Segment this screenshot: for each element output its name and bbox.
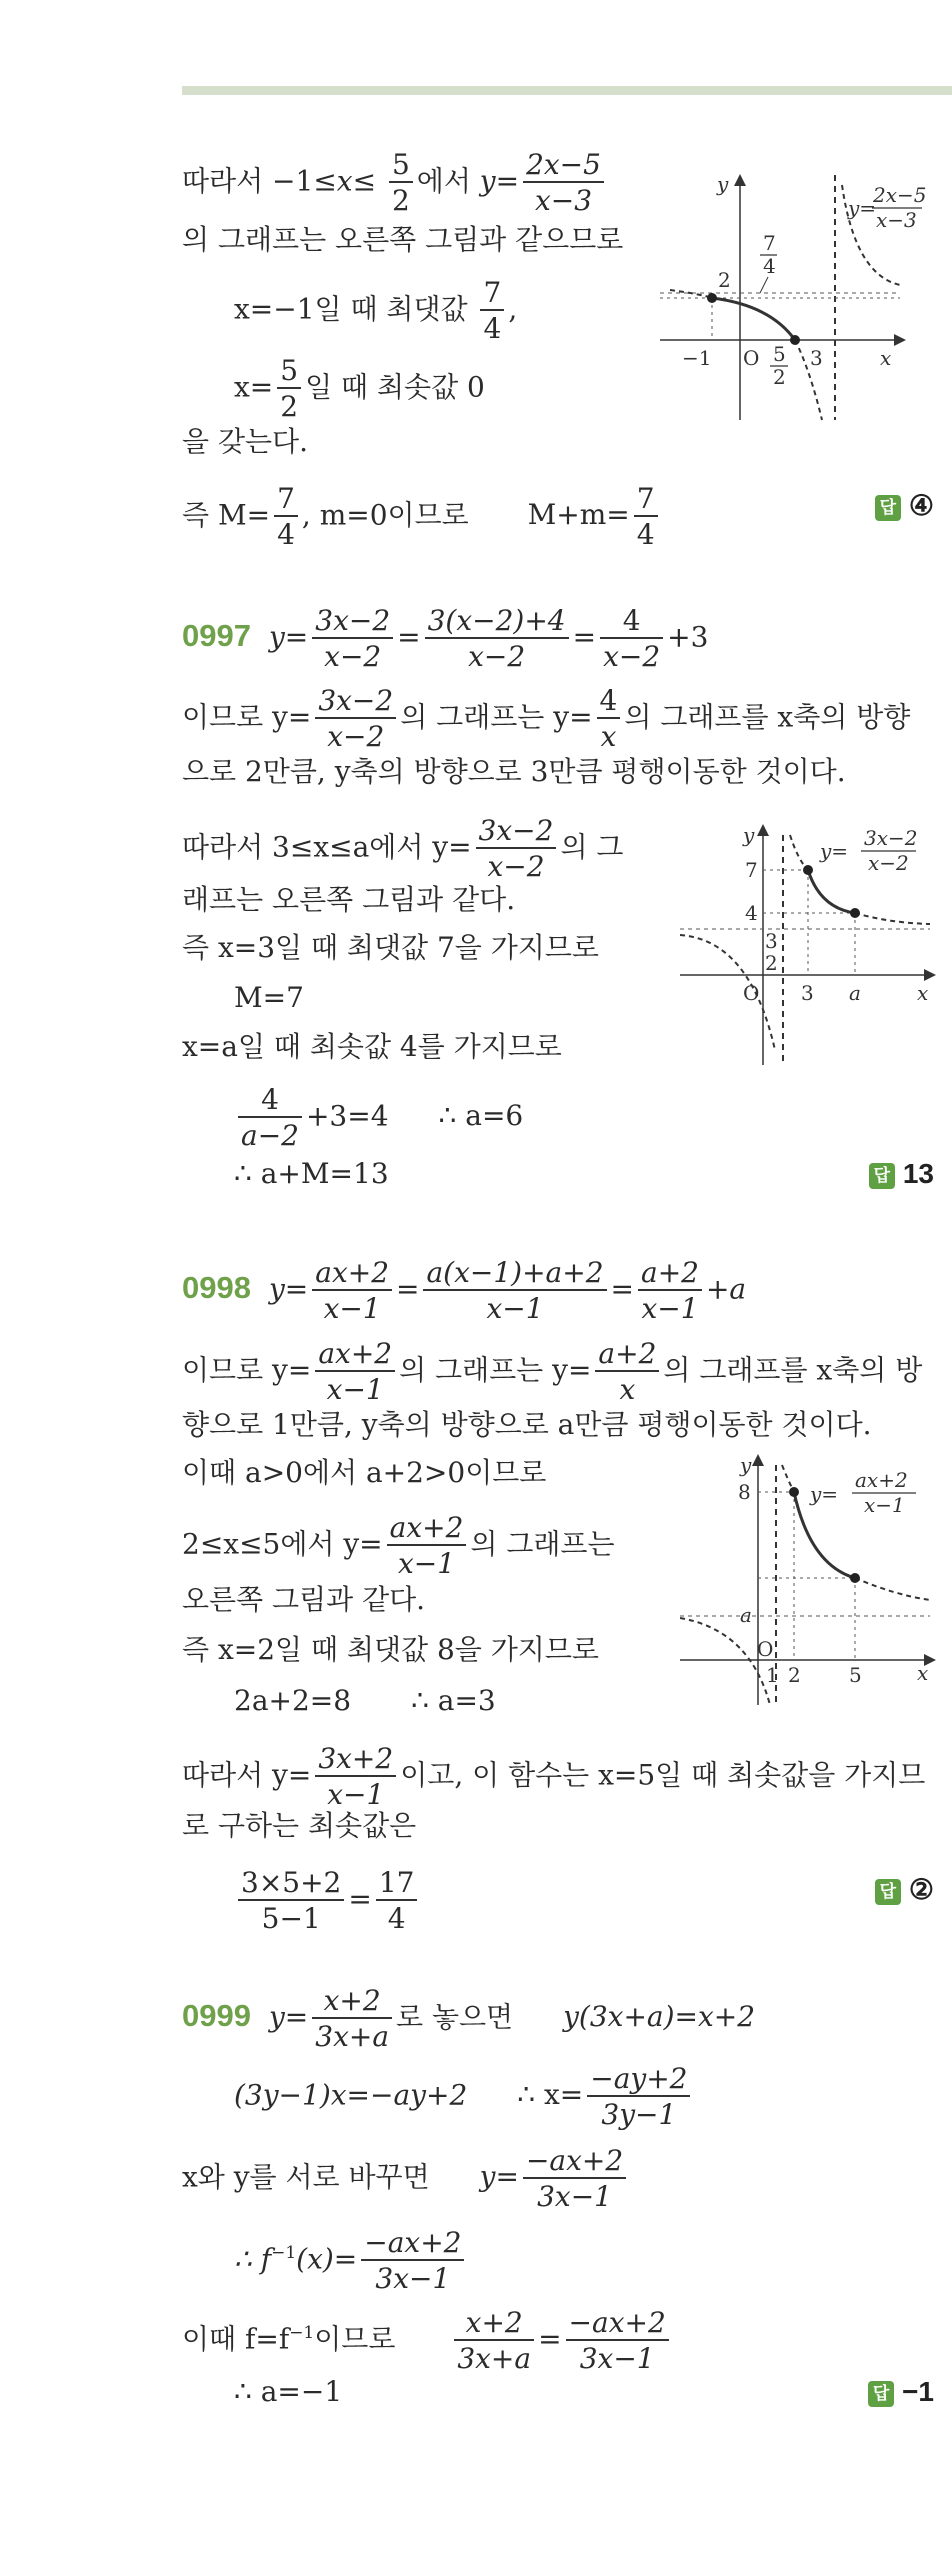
p0996-graph-eq-n: 2x−5: [873, 183, 927, 207]
p0998-graph-label-5: 5: [849, 1663, 862, 1687]
p0996-graph: [660, 165, 930, 435]
p0996-graph-label-2: 2: [718, 268, 731, 292]
p0996-line6: 즉 M= $\frac{7}{4}$ , m=0이므로 M+m= $\frac{7}{4}$: [182, 484, 662, 550]
p0998-graph-ylabel: y: [740, 1453, 752, 1477]
p0998-graph-xlabel: x: [917, 1661, 929, 1685]
p0997-graph-origin: O: [743, 981, 760, 1005]
p0997-graph-xlabel: x: [917, 981, 929, 1005]
p0999-line4: 이때 $f=f^{-1}$이므로 $\frac{x+2}{3x+a}$ = $\frac{-ax+2}{3x-1}$: [182, 2308, 673, 2374]
p0996-graph-label-3: 3: [810, 346, 823, 370]
p0996-graph-eq-y: y=: [848, 196, 877, 220]
p0997-graph-label-4: 4: [745, 901, 758, 925]
p0997-line4: 래프는 오른쪽 그림과 같다.: [182, 883, 516, 916]
p0998-line6: 즉 x=2일 때 최댓값 8을 가지므로: [182, 1633, 599, 1666]
p0998-graph-eq-n: ax+2: [855, 1468, 908, 1492]
p0997-graph-eq-y: y=: [820, 839, 849, 863]
header-bar: [182, 86, 952, 95]
p0999-line5: ∴ a=−1: [234, 2375, 343, 2408]
p0998-graph-eq-d: x−1: [864, 1493, 905, 1517]
p0997-line3: 따라서 3≤x≤a에서 y= $\frac{3x-2}{x-2}$ 의 그: [182, 814, 624, 884]
p0997-graph-eq-d: x−2: [868, 851, 909, 875]
p0998-graph-label-1: 1: [766, 1663, 779, 1687]
p0996-graph-label-74d: 4: [763, 254, 776, 278]
p0997-graph-ylabel: y: [743, 823, 755, 847]
p0997-line7: x=a일 때 최솟값 4를 가지므로: [182, 1030, 562, 1063]
p0996-graph-eq-d: x−3: [876, 208, 917, 232]
p0998-header: 0998 y= $\frac{ax+2}{x-1}$ = $\frac{a(x-1)+a+2}{x-1}$ = $\frac{a+2}{x-1}$ +a: [182, 1256, 747, 1326]
p0996-graph-ylabel: y: [717, 172, 729, 196]
p0996-line1: 따라서 −1≤x≤ $\frac{5}{2}$ 에서 y= $\frac{2x-5}{x-3}$: [182, 150, 608, 216]
p0998-line2: 향으로 1만큼, y축의 방향으로 a만큼 평행이동한 것이다.: [182, 1408, 872, 1441]
p0998-graph: [680, 1450, 940, 1710]
p0996-line3: x=−1일 때 최댓값 $\frac{7}{4}$ ,: [234, 276, 518, 346]
p0999-line1: (3y−1)x=−ay+2 ∴ x= $\frac{-ay+2}{3y-1}$: [234, 2064, 694, 2130]
p0999-answer: 답 −1: [868, 2372, 934, 2412]
p0997-line8: $\frac{4}{a-2}$ +3=4 ∴ a=6: [234, 1085, 523, 1151]
p0997-graph-eq-n: 3x−2: [864, 826, 918, 850]
p0997-graph: [680, 820, 940, 1070]
p0998-line9: 로 구하는 최솟값은: [182, 1809, 417, 1842]
p0998-line5: 오른쪽 그림과 같다.: [182, 1583, 426, 1616]
p0996-line2: 의 그래프는 오른쪽 그림과 같으므로: [182, 223, 624, 256]
p0997-graph-label-2: 2: [765, 951, 778, 975]
p0998-graph-label-8: 8: [738, 1480, 751, 1504]
p0997-line1: 이므로 y= $\frac{3x-2}{x-2}$ 의 그래프는 y= $\frac{4}{x}$ 의 그래프를 x축의 방향: [182, 684, 911, 754]
p0996-graph-label-m1: −1: [682, 346, 712, 370]
p0999-line3: ∴ $f^{-1}(x)=$ $\frac{-ax+2}{3x-1}$: [234, 2228, 468, 2294]
p0997-line2: 으로 2만큼, y축의 방향으로 3만큼 평행이동한 것이다.: [182, 755, 846, 788]
p0996-answer: 답 ④: [875, 486, 934, 526]
p0998-graph-eq-y: y=: [810, 1482, 839, 1506]
p0998-line10: $\frac{3\times 5+2}{5-1}$ = $\frac{17}{4}$: [234, 1868, 421, 1934]
p0997-line5: 즉 x=3일 때 최댓값 7을 가지므로: [182, 931, 599, 964]
p0998-graph-label-2: 2: [788, 1663, 801, 1687]
p0996-graph-origin: O: [743, 346, 760, 370]
p0996-graph-label-52n: 5: [773, 342, 786, 366]
p0996-graph-xlabel: x: [880, 346, 892, 370]
p0998-line3: 이때 a>0에서 a+2>0이므로: [182, 1456, 547, 1489]
p0997-line6: M=7: [234, 981, 304, 1014]
p0999-header: 0999 y= $\frac{x+2}{3x+a}$ 로 놓으면 y(3x+a)=x+2: [182, 1984, 756, 2054]
p0997-graph-label-7: 7: [745, 858, 758, 882]
p0996-line4: x= $\frac{5}{2}$ 일 때 최솟값 0: [234, 354, 485, 424]
p0998-line8: 따라서 y= $\frac{3x+2}{x-1}$ 이고, 이 함수는 x=5일 때 최솟값을 가지므: [182, 1742, 926, 1812]
p0997-graph-label-3: 3: [765, 929, 778, 953]
p0997-answer: 답 13: [869, 1154, 934, 1194]
p0997-line9: ∴ a+M=13: [234, 1157, 389, 1190]
p0996-graph-label-52d: 2: [773, 365, 786, 389]
p0997-graph-label-x3: 3: [801, 981, 814, 1005]
p0998-graph-origin: O: [757, 1637, 774, 1661]
p0998-answer: 답 ②: [875, 1870, 934, 1910]
p0999-line2: x와 y를 서로 바꾸면 y= $\frac{-ax+2}{3x-1}$: [182, 2146, 630, 2212]
p0996-graph-label-74n: 7: [763, 231, 776, 255]
p0998-line7: 2a+2=8 ∴ a=3: [234, 1684, 496, 1717]
p0997-header: 0997 y= $\frac{3x-2}{x-2}$ = $\frac{3(x-2)+4}{x-2}$ = $\frac{4}{x-2}$ +3: [182, 604, 709, 674]
p0996-line5: 을 갖는다.: [182, 425, 308, 458]
p0998-line4: 2≤x≤5에서 y= $\frac{ax+2}{x-1}$ 의 그래프는: [182, 1511, 615, 1581]
p0997-graph-label-a: a: [849, 981, 861, 1005]
p0998-line1: 이므로 y= $\frac{ax+2}{x-1}$ 의 그래프는 y= $\frac{a+2}{x}$ 의 그래프를 x축의 방: [182, 1337, 923, 1407]
p0998-graph-label-a: a: [740, 1603, 752, 1627]
